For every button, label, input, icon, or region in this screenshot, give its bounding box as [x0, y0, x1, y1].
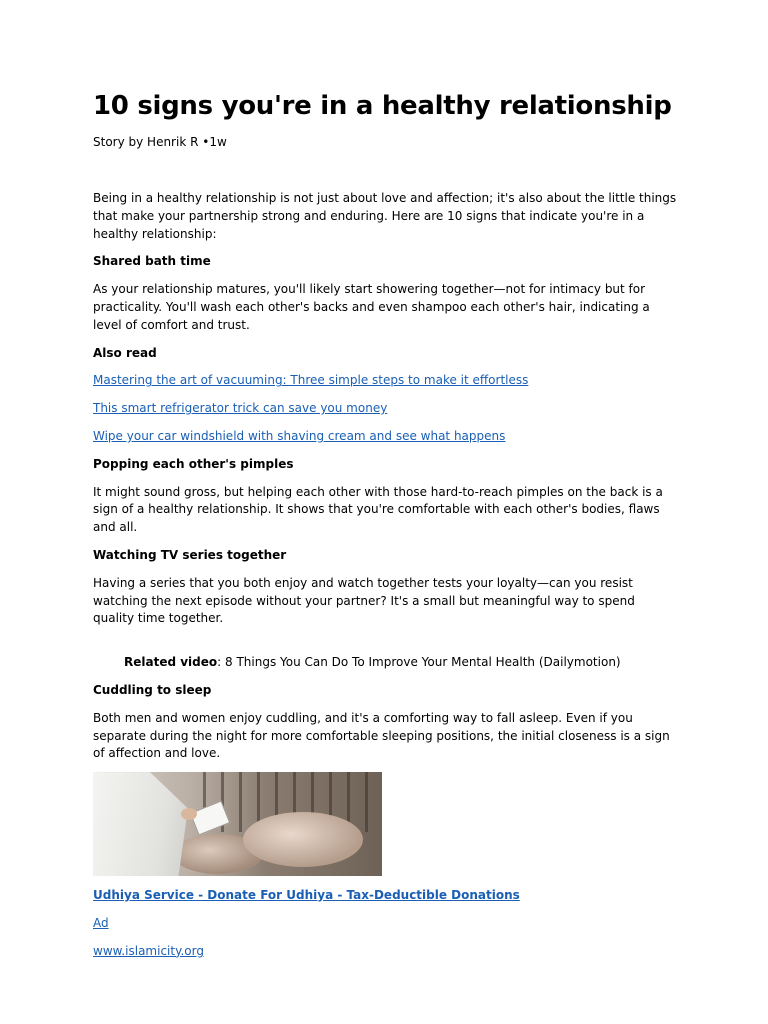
also-read-link-windshield[interactable]: Wipe your car windshield with shaving cream and see what happens — [93, 428, 506, 443]
section-body-pimples: It might sound gross, but helping each other with those hard-to-reach pimples on the back is a sign of a healthy relationship. It shows that you're comfortable with each other's bodies, flaws and all. — [93, 484, 663, 535]
section-heading-shared-bath: Shared bath time — [93, 254, 211, 269]
related-video[interactable] — [93, 654, 678, 672]
section-heading-pimples: Popping each other's pimples — [93, 456, 294, 471]
also-read-link-vacuuming[interactable]: Mastering the art of vacuuming: Three simple steps to make it effortless — [93, 373, 529, 388]
section-body-shared-bath: As your relationship matures, you'll likely start showering together—not for intimacy but for practicality. You'll wash each other's backs and even shampoo each other's hair, indicating a level of comfort and trust. — [93, 282, 650, 332]
article — [93, 88, 678, 961]
also-read-heading: Also read — [93, 345, 157, 360]
ad-image-person — [93, 772, 188, 876]
related-video-label: Related video — [124, 655, 218, 670]
section-heading-tv-series: Watching TV series together — [93, 547, 287, 562]
intro-paragraph: Being in a healthy relationship is not just about love and affection; it's also about the little things that make your partnership strong and enduring. Here are 10 signs that indicate you're in a healthy relationship: — [93, 191, 677, 241]
ad-image[interactable] — [93, 772, 382, 876]
section-body-tv-series: Having a series that you both enjoy and watch together tests your loyalty—can you resist watching the next episode without your partner? It's a small but meaningful way to spend quality time together. — [93, 575, 635, 626]
section-heading-cuddling: Cuddling to sleep — [93, 682, 212, 697]
ad-title-link[interactable]: Udhiya Service - Donate For Udhiya - Tax-Deductible Donations — [93, 888, 520, 903]
ad-label-link[interactable]: Ad — [93, 915, 109, 930]
ad-url-link[interactable]: www.islamicity.org — [93, 943, 204, 958]
section-body-cuddling: Both men and women enjoy cuddling, and it's a comforting way to fall asleep. Even if you separate during the night for more comfortable sleeping positions, the initial closeness is a sign of affection and love. — [93, 710, 670, 761]
related-video-text: : 8 Things You Can Do To Improve Your Mental Health (Dailymotion) — [217, 655, 621, 670]
ad-image-animal — [243, 812, 363, 867]
also-read-link-refrigerator[interactable]: This smart refrigerator trick can save you money — [93, 401, 388, 416]
article-title: 10 signs you're in a healthy relationship — [93, 91, 672, 121]
byline: Story by Henrik R •1w — [93, 135, 227, 149]
